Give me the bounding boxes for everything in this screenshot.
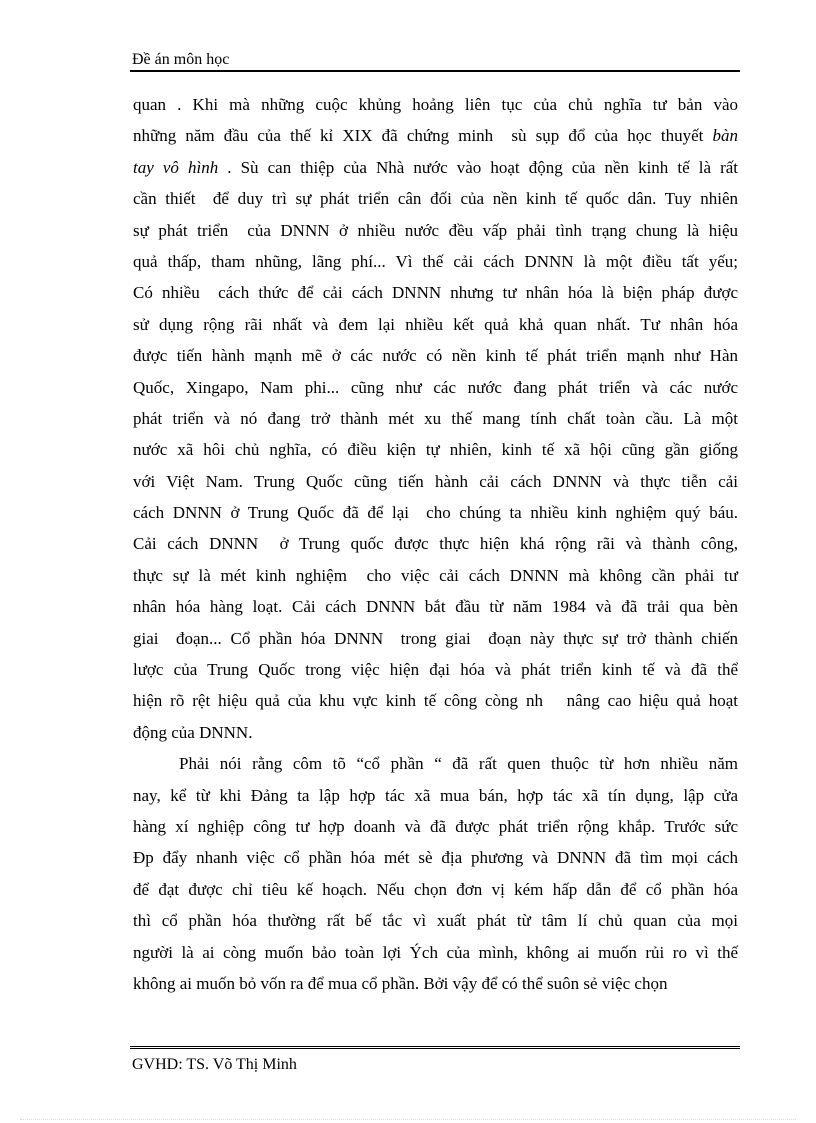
text-line: [133, 372, 738, 403]
text-line: [133, 466, 738, 497]
text-segment: cần thiết để duy trì sự phát triển cân đối của nền kinh tế quốc dân. Tuy nhiên: [133, 189, 738, 209]
text-line: [133, 654, 738, 685]
text-line: [133, 277, 738, 308]
text-segment: nhân hóa hàng loạt. Cải cách DNNN bắt đầu từ năm 1984 và đã trải qua bèn: [133, 597, 738, 617]
text-segment: Phải nói rằng côm tõ “cổ phần “ đã rất quen thuộc từ hơn nhiều năm: [179, 754, 738, 774]
text-line: [133, 215, 738, 246]
text-segment: động của DNNN.: [133, 722, 253, 742]
text-segment: hàng xí nghiệp công tư hợp doanh và đã được phát triển rộng khắp. Trước sức: [133, 816, 738, 836]
footer-text: GVHD: TS. Võ Thị Minh: [132, 1056, 297, 1073]
text-segment: thì cổ phần hóa thường rất bế tắc vì xuất phát từ tâm lí chủ quan của mọi: [133, 911, 738, 931]
text-line: [133, 434, 738, 465]
text-segment: cách DNNN ở Trung Quốc đã để lại cho chúng ta nhiều kinh nghiệm quý báu.: [133, 503, 738, 523]
text-segment: Đp đẩy nhanh việc cổ phần hóa mét sè địa phương và DNNN đã tìm mọi cách: [133, 848, 738, 868]
text-line: [133, 905, 738, 936]
text-line: [133, 623, 738, 654]
text-line: [133, 591, 738, 622]
text-segment: được tiến hành mạnh mẽ ở các nước có nền kinh tế phát triển mạnh như Hàn: [133, 346, 738, 366]
text-line: [133, 528, 738, 559]
text-segment: thực sự là mét kinh nghiệm cho việc cải cách DNNN mà không cần phải tư: [133, 565, 738, 585]
text-line: [133, 717, 738, 748]
text-segment: phát triển và nó đang trở thành mét xu thế mang tính chất toàn cầu. Là một: [133, 408, 738, 428]
text-line: [133, 309, 738, 340]
text-line: [133, 748, 738, 779]
text-segment: Có nhiều cách thức để cải cách DNNN nhưng tư nhân hóa là biện pháp được: [133, 283, 738, 303]
document-body: [133, 89, 738, 999]
text-line: [133, 246, 738, 277]
text-line: [133, 874, 738, 905]
text-segment: Cải cách DNNN ở Trung quốc được thực hiện khá rộng rãi và thành công,: [133, 534, 738, 554]
text-segment: với Việt Nam. Trung Quốc cũng tiến hành cải cách DNNN và thực tiễn cải: [133, 471, 738, 491]
page-header-title: Đề án môn học: [132, 51, 230, 68]
text-segment: Quốc, Xingapo, Nam phi... cũng như các nước đang phát triển và các nước: [133, 377, 738, 397]
text-line: [133, 780, 738, 811]
text-line: [133, 403, 738, 434]
header-rule: [130, 70, 740, 72]
text-segment: để đạt được chỉ tiêu kế hoạch. Nếu chọn đơn vị kém hấp dẫn để cổ phần hóa: [133, 879, 738, 899]
text-line: [133, 685, 738, 716]
text-segment: quan . Khi mà những cuộc khủng hoảng liên tục của chủ nghĩa tư bản vào: [133, 95, 738, 114]
text-line: [133, 340, 738, 371]
text-segment: nước xã hôi chủ nghĩa, có điều kiện tự nhiên, kinh tế xã hội cũng gần giống: [133, 440, 738, 460]
text-segment: nay, kể từ khi Đảng ta lập hợp tác xã mua bán, hợp tác xã tín dụng, lập cửa: [133, 785, 738, 805]
text-segment: người là ai còng muốn bảo toàn lợi Ých của mình, không ai muốn rủi ro vì thế: [133, 942, 738, 962]
text-line: [133, 497, 738, 528]
text-line: [133, 89, 738, 120]
text-line: [133, 152, 738, 183]
text-segment: quả thấp, tham nhũng, lãng phí... Vì thế cải cách DNNN là một điều tất yếu;: [133, 251, 738, 271]
text-segment: lược của Trung Quốc trong việc hiện đại hóa và phát triển kinh tế và đã thể: [133, 660, 738, 680]
text-line: [133, 120, 738, 151]
text-segment: bàn: [712, 126, 738, 146]
text-segment: giai đoạn... Cổ phần hóa DNNN trong giai đoạn này thực sự trở thành chiến: [133, 628, 738, 648]
text-segment: những năm đầu của thế kỉ XIX đã chứng minh sù sụp đổ của học thuyết: [133, 126, 713, 146]
footer-rule: [130, 1046, 740, 1049]
text-line: [133, 968, 738, 999]
text-line: [133, 183, 738, 214]
page-bottom-dotted-border: [20, 1119, 796, 1120]
text-line: [133, 560, 738, 591]
text-line: [133, 811, 738, 842]
text-line: [133, 937, 738, 968]
text-segment: không ai muốn bỏ vốn ra để mua cổ phần. Bởi vậy để có thể suôn sẻ việc chọn: [133, 973, 668, 993]
text-segment: sự phát triển của DNNN ở nhiều nước đều vấp phải tình trạng chung là hiệu: [133, 220, 738, 240]
text-segment: tay vô hình: [133, 157, 219, 177]
text-segment: sử dụng rộng rãi nhất và đem lại nhiều kết quả khả quan nhất. Tư nhân hóa: [133, 314, 738, 334]
text-line: [133, 842, 738, 873]
text-segment: hiện rõ rệt hiệu quả của khu vực kinh tế công còng nh nâng cao hiệu quả hoạt: [133, 691, 738, 711]
text-segment: . Sù can thiệp của Nhà nước vào hoạt động của nền kinh tế là rất: [218, 157, 739, 177]
